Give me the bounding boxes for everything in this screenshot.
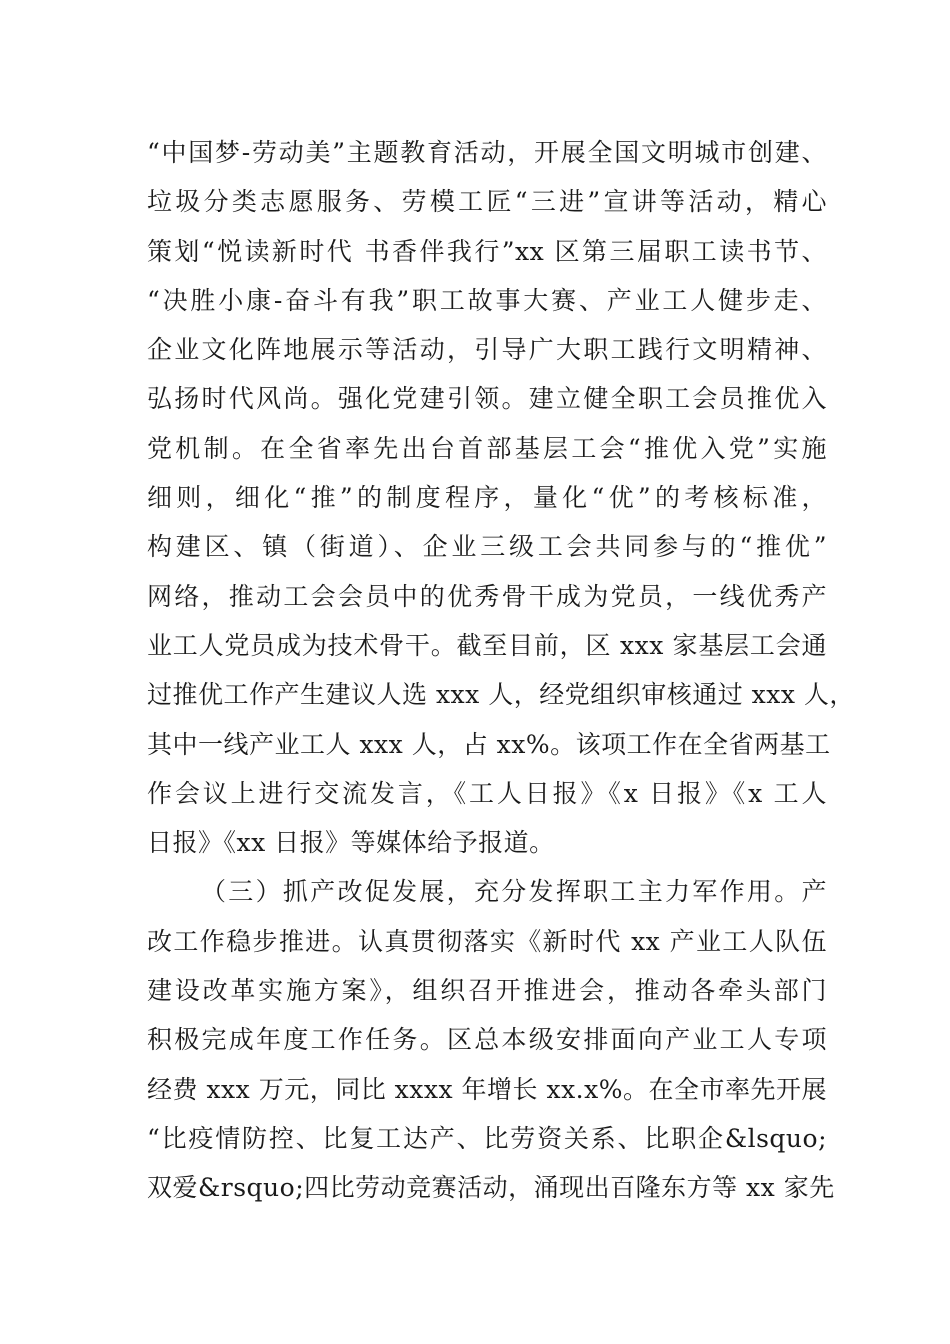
- text-line: 垃圾分类志愿服务、劳模工匠“三进”宣讲等活动，精心: [147, 187, 827, 217]
- text-line: 过推优工作产生建议人选 xxx 人，经党组织审核通过 xxx 人，: [147, 680, 855, 710]
- text-line: 构建区、镇（街道）、企业三级工会共同参与的“推优”: [147, 532, 827, 562]
- text-line: 策划“悦读新时代 书香伴我行”xx 区第三届职工读书节、: [147, 236, 827, 266]
- text-line: 网络，推动工会会员中的优秀骨干成为党员，一线优秀产: [147, 581, 827, 611]
- text-line: 弘扬时代风尚。强化党建引领。建立健全职工会员推优入: [147, 384, 827, 414]
- text-line: “决胜小康-奋斗有我”职工故事大赛、产业工人健步走、: [147, 285, 827, 315]
- text-line: 党机制。在全省率先出台首部基层工会“推优入党”实施: [147, 433, 827, 463]
- text-line: 双爱&rsquo;四比劳动竞赛活动，涌现出百隆东方等 xx 家先: [147, 1173, 835, 1203]
- section-heading-line: （三）抓产改促发展，充分发挥职工主力军作用。产: [201, 877, 827, 907]
- text-line: 积极完成年度工作任务。区总本级安排面向产业工人专项: [147, 1025, 827, 1055]
- text-line: 其中一线产业工人 xxx 人，占 xx%。该项工作在全省两基工: [147, 729, 831, 759]
- text-line: 企业文化阵地展示等活动，引导广大职工践行文明精神、: [147, 335, 827, 365]
- text-line: 改工作稳步推进。认真贯彻落实《新时代 xx 产业工人队伍: [147, 926, 827, 956]
- text-line: “中国梦-劳动美”主题教育活动，开展全国文明城市创建、: [147, 138, 827, 167]
- text-line: 经费 xxx 万元，同比 xxxx 年增长 xx.x%。在全市率先开展: [147, 1074, 827, 1104]
- text-line: 日报》《xx 日报》等媒体给予报道。: [147, 828, 555, 858]
- text-line: “比疫情防控、比复工达产、比劳资关系、比职企&lsquo;: [147, 1123, 827, 1153]
- text-line: 业工人党员成为技术骨干。截至目前，区 xxx 家基层工会通: [147, 630, 827, 660]
- body-text: [147, 131, 855, 1216]
- text-line: 作会议上进行交流发言，《工人日报》《x 日报》《x 工人: [147, 778, 827, 808]
- text-line: 建设改革实施方案》，组织召开推进会，推动各牵头部门: [147, 976, 827, 1006]
- text-line: 细则，细化“推”的制度程序，量化“优”的考核标准，: [147, 483, 827, 513]
